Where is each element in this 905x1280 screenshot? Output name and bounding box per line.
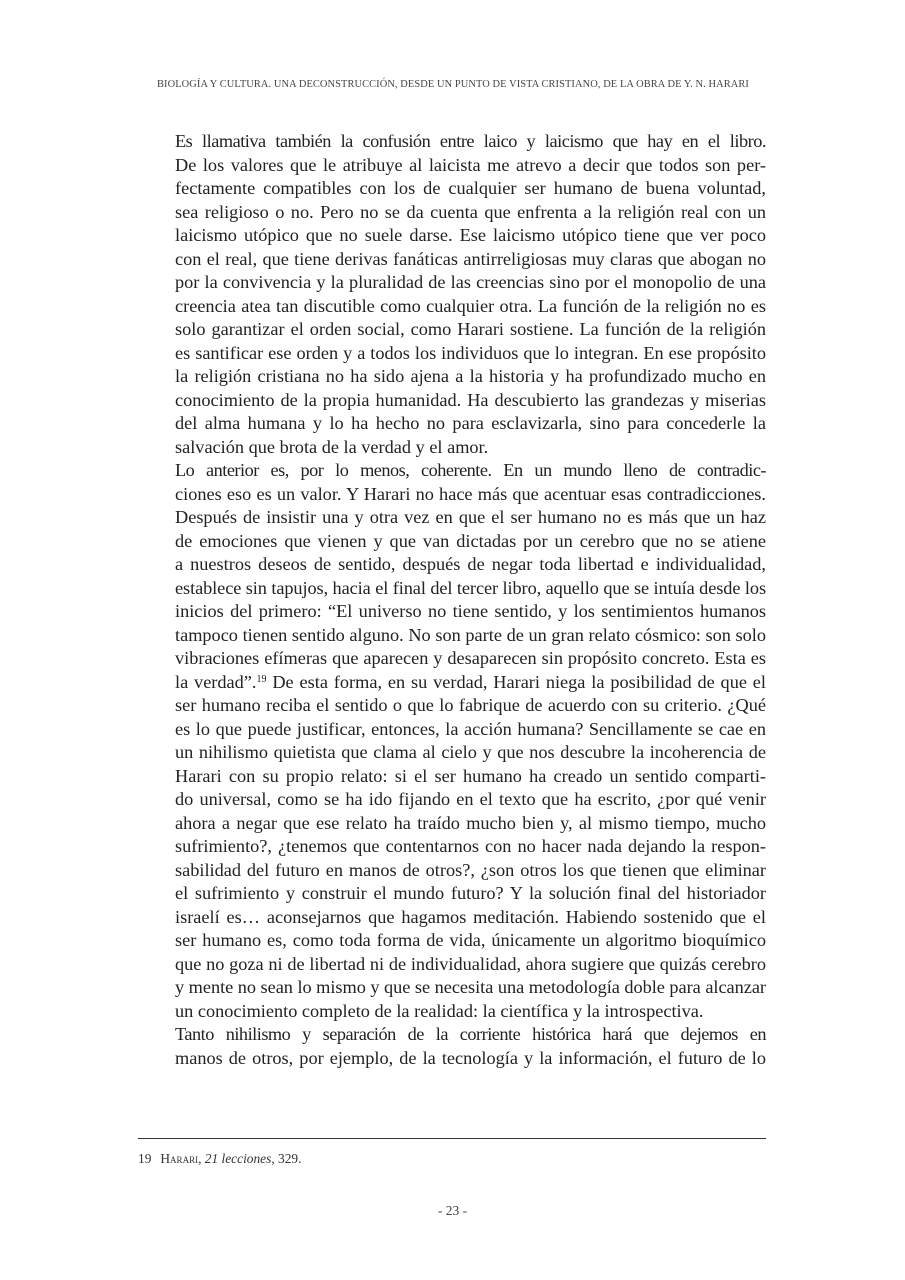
text-line: do universal, como se ha ido fijando en el texto que ha escrito, ¿por qué venir (175, 789, 766, 809)
paragraph-2 (138, 459, 766, 1023)
text-line: ahora a negar que ese relato ha traído mucho bien y, al mismo tiempo, mucho (175, 812, 766, 833)
text-line: De los valores que le atribuye al laicista me atrevo a decir que todos son per- (175, 154, 766, 175)
footnote-number: 19 (138, 1151, 152, 1166)
main-text (138, 130, 766, 1070)
text-line: ciones eso es un valor. Y Harari no hace más que acentuar esas contradicciones. (175, 483, 766, 504)
text-line: Tanto nihilismo y separación de la corriente histórica hará que dejemos en (175, 1024, 766, 1044)
text-line: tampoco tienen sentido alguno. No son parte de un gran relato cósmico: son solo (175, 624, 766, 645)
footnote-author: Harari (160, 1151, 199, 1166)
text-line: la religión cristiana no ha sido ajena a la historia y ha profundizado mucho en (175, 366, 766, 386)
text-line: por la convivencia y la pluralidad de las creencias sino por el monopolio de una (175, 272, 766, 292)
text-line: que no goza ni de libertad ni de individualidad, ahora sugiere que quizás cerebro (175, 953, 766, 974)
text-line: y mente no sean lo mismo y que se necesita una metodología doble para alcanzar (175, 977, 766, 997)
text-line: establece sin tapujos, hacia el final del tercer libro, aquello que se intuía desde los (175, 577, 766, 598)
footnote-rest: , 329. (271, 1151, 302, 1166)
text-line: vibraciones efímeras que aparecen y desaparecen sin propósito concreto. Esta es (175, 648, 766, 668)
text-line: solo garantizar el orden social, como Harari sostiene. La función de la religión (175, 319, 766, 339)
text-line: ser humano es, como toda forma de vida, únicamente un algoritmo bioquímico (175, 930, 766, 950)
text-line: Lo anterior es, por lo menos, coherente. En un mundo lleno de contradic- (175, 460, 766, 480)
text-line: de emociones que vienen y que van dictadas por un cerebro que no se atiene (175, 530, 766, 551)
text-line: a nuestros deseos de sentido, después de negar toda libertad e individualidad, (175, 554, 766, 574)
text-line: conocimiento de la propia humanidad. Ha descubierto las grandezas y miserias (175, 389, 766, 410)
text-line: creencia atea tan discutible como cualquier otra. La función de la religión no es (175, 295, 766, 316)
text-line: un conocimiento completo de la realidad: la científica y la introspectiva. (175, 1000, 704, 1021)
text-line: del alma humana y lo ha hecho no para esclavizarla, sino para concederle la (175, 413, 766, 433)
text-line: Harari con su propio relato: si el ser humano ha creado un sentido comparti- (175, 765, 766, 786)
running-head: BIOLOGÍA Y CULTURA. UNA DECONSTRUCCIÓN, DESDE UN PUNTO DE VISTA CRISTIANO, DE LA OBRA DE Y. N. HARARI (157, 79, 749, 90)
text-line: es santificar ese orden y a todos los individuos que lo integran. En ese propósito (175, 342, 766, 363)
text-line: salvación que brota de la verdad y el amor. (175, 436, 489, 457)
text-line: fectamente compatibles con los de cualquier ser humano de buena voluntad, (175, 178, 766, 198)
text-fragment: De esta forma, en su verdad, Harari niega la posibilidad de que el (266, 671, 767, 692)
paragraph-1 (138, 130, 766, 459)
text-line: Es llamativa también la confusión entre laico y laicismo que hay en el libro. (175, 131, 766, 151)
text-line: es lo que puede justificar, entonces, la acción humana? Sencillamente se cae en (175, 718, 766, 739)
text-line-with-note (138, 671, 766, 695)
paragraph-3 (138, 1023, 766, 1070)
footnote (138, 1151, 301, 1167)
text-line: con el real, que tiene derivas fanáticas antirreligiosas muy claras que abogan no (175, 248, 766, 269)
page-number: - 23 - (437, 1203, 468, 1218)
footnote-reference[interactable]: 19 (256, 673, 267, 685)
footnote-separator: , (198, 1151, 205, 1166)
footnote-divider (138, 1138, 766, 1139)
text-line: ser humano reciba el sentido o que lo fabrique de acuerdo con su criterio. ¿Qué (175, 695, 766, 715)
text-line: sea religioso o no. Pero no se da cuenta que enfrenta a la religión real con un (175, 201, 766, 222)
text-line: laicismo utópico que no suele darse. Ese laicismo utópico tiene que ver poco (175, 225, 766, 245)
text-line: sufrimiento?, ¿tenemos que contentarnos con no hacer nada dejando la respon- (175, 836, 766, 856)
text-line: sabilidad del futuro en manos de otros?, ¿son otros los que tienen que eliminar (175, 859, 766, 880)
text-line: el sufrimiento y construir el mundo futuro? Y la solución final del historiador (175, 883, 766, 903)
text-line: un nihilismo quietista que clama al cielo y que nos descubre la incoherencia de (175, 742, 766, 762)
footnote-title: 21 lecciones (204, 1151, 272, 1166)
text-line: israelí es… aconsejarnos que hagamos meditación. Habiendo sostenido que el (175, 906, 766, 927)
text-line: manos de otros, por ejemplo, de la tecnología y la información, el futuro de lo (175, 1047, 766, 1068)
text-fragment: la verdad”. (175, 671, 257, 692)
text-line: inicios del primero: “El universo no tiene sentido, y los sentimientos humanos (175, 601, 766, 621)
text-line: Después de insistir una y otra vez en que el ser humano no es más que un haz (175, 507, 766, 527)
